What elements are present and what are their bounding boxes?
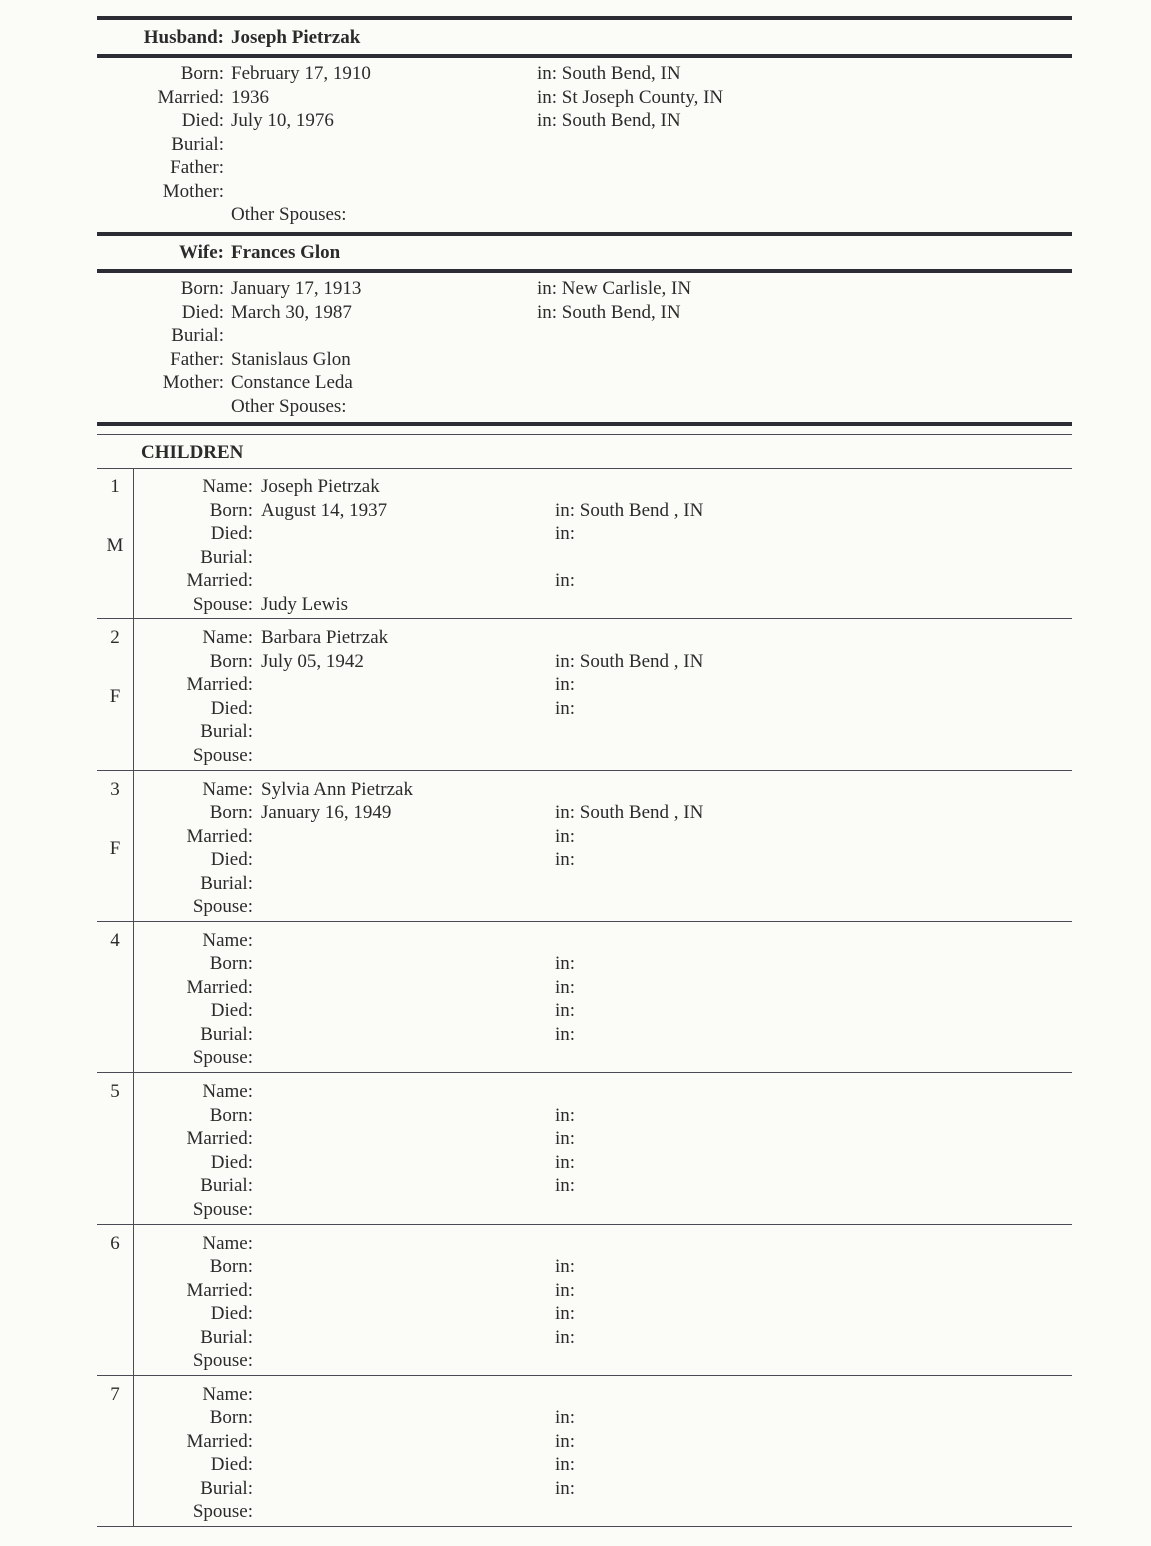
field-label: Name: xyxy=(202,778,253,800)
field-label: Burial: xyxy=(200,1023,253,1045)
field-value: Constance Leda xyxy=(231,372,353,393)
field-label: Spouse: xyxy=(192,1350,253,1371)
field-place: in: xyxy=(555,976,576,998)
child-sex: M xyxy=(106,535,124,556)
field-place: in: South Bend , IN xyxy=(555,802,704,824)
field-place: in: xyxy=(555,674,576,696)
field-label: Burial: xyxy=(200,721,253,743)
field-value: Stanislaus Glon xyxy=(231,348,351,370)
field-place: in: South Bend , IN xyxy=(555,650,704,672)
field-label: Burial: xyxy=(171,325,224,346)
field-place: in: xyxy=(555,1000,576,1022)
field-label: Born: xyxy=(180,63,224,84)
field-label: Father: xyxy=(170,157,224,178)
field-place: in: xyxy=(555,953,576,975)
field-label: Spouse: xyxy=(192,896,253,918)
field-label: Burial: xyxy=(200,1175,253,1197)
field-label: Mother: xyxy=(162,180,224,202)
child-number: 4 xyxy=(110,929,120,951)
field-label: Married: xyxy=(186,1279,253,1301)
field-label: Married: xyxy=(186,674,253,696)
field-label: Name: xyxy=(202,1232,253,1254)
child-number: 6 xyxy=(110,1232,120,1254)
field-label: Died: xyxy=(210,697,253,719)
field-label: Burial: xyxy=(171,133,224,155)
field-place: in: South Bend , IN xyxy=(555,499,704,521)
field-label: Burial: xyxy=(200,546,253,568)
field-place: in: xyxy=(555,570,576,591)
field-value: March 30, 1987 xyxy=(231,301,352,323)
field-label: Died: xyxy=(181,301,224,323)
field-label: Burial: xyxy=(200,1326,253,1348)
field-label: Name: xyxy=(202,1081,253,1103)
field-label: Married: xyxy=(186,570,253,591)
field-place: in: South Bend, IN xyxy=(537,110,681,131)
field-place: in: xyxy=(555,1454,576,1476)
field-value: February 17, 1910 xyxy=(231,63,371,84)
field-place: in: xyxy=(555,849,576,871)
wife-heading-label: Wife: xyxy=(178,242,224,263)
field-value: July 10, 1976 xyxy=(231,110,334,131)
field-place: in: xyxy=(555,1023,576,1045)
field-value: 1936 xyxy=(231,86,269,108)
field-place: in: xyxy=(555,1175,576,1197)
child-number: 5 xyxy=(110,1081,120,1103)
field-value: Sylvia Ann Pietrzak xyxy=(261,778,413,800)
field-label: Name: xyxy=(202,1383,253,1405)
field-label: Name: xyxy=(202,929,253,951)
child-divider xyxy=(97,770,1072,771)
section-rule xyxy=(97,232,1072,236)
field-value: Judy Lewis xyxy=(261,593,349,615)
child-number: 2 xyxy=(110,627,120,649)
field-place: in: xyxy=(555,1303,576,1324)
child-number: 1 xyxy=(110,476,120,497)
field-place: in: xyxy=(555,523,576,544)
field-label: Burial: xyxy=(200,872,253,894)
field-label: Died: xyxy=(210,1303,253,1324)
field-place: in: xyxy=(555,1407,576,1429)
field-place: in: South Bend, IN xyxy=(537,301,681,323)
field-place: in: St Joseph County, IN xyxy=(537,86,724,108)
field-label: Spouse: xyxy=(192,1501,253,1523)
field-value: August 14, 1937 xyxy=(261,499,388,521)
field-place: in: xyxy=(555,825,576,847)
field-label: Died: xyxy=(210,523,253,544)
field-label: Born: xyxy=(209,650,253,672)
field-label: Born: xyxy=(209,499,253,521)
field-label: Spouse: xyxy=(192,1047,253,1069)
field-label: Married: xyxy=(186,976,253,998)
field-place: in: xyxy=(555,1279,576,1301)
child-divider xyxy=(97,1375,1072,1376)
field-label: Mother: xyxy=(162,372,224,393)
field-place: in: xyxy=(555,1128,576,1150)
child-divider xyxy=(97,921,1072,922)
field-label: Died: xyxy=(210,1000,253,1022)
section-rule xyxy=(97,16,1072,20)
field-place: in: New Carlisle, IN xyxy=(537,278,692,299)
child-number: 3 xyxy=(110,778,120,800)
field-label: Born: xyxy=(209,802,253,824)
field-label: Died: xyxy=(210,849,253,871)
field-label: Spouse: xyxy=(192,1198,253,1220)
field-place: in: xyxy=(555,1151,576,1173)
field-place: in: xyxy=(555,1104,576,1126)
husband-name: Joseph Pietrzak xyxy=(231,27,361,48)
field-place: in: South Bend, IN xyxy=(537,63,681,84)
child-divider xyxy=(97,1224,1072,1225)
field-value: January 16, 1949 xyxy=(261,802,392,824)
field-label: Died: xyxy=(210,1454,253,1476)
field-label: Born: xyxy=(180,278,224,299)
field-label: Name: xyxy=(202,627,253,649)
field-label: Married: xyxy=(157,86,224,108)
field-label: Born: xyxy=(209,1104,253,1126)
child-divider xyxy=(97,618,1072,619)
field-label: Burial: xyxy=(200,1477,253,1499)
field-place: in: xyxy=(555,1326,576,1348)
wife-name: Frances Glon xyxy=(231,242,341,263)
field-label: Father: xyxy=(170,348,224,370)
husband-heading-label: Husband: xyxy=(143,27,224,48)
field-label: Born: xyxy=(209,953,253,975)
section-rule xyxy=(97,54,1072,58)
field-label: Married: xyxy=(186,1430,253,1452)
field-label: Married: xyxy=(186,825,253,847)
section-rule xyxy=(97,422,1072,426)
field-label: Died: xyxy=(181,110,224,131)
field-label: Spouse: xyxy=(192,593,253,615)
field-place: in: xyxy=(555,1477,576,1499)
other-spouses-label: Other Spouses: xyxy=(231,204,347,225)
child-divider xyxy=(97,1072,1072,1073)
section-rule xyxy=(97,434,1072,435)
other-spouses-label: Other Spouses: xyxy=(231,395,347,417)
children-heading: CHILDREN xyxy=(141,442,244,463)
field-value: January 17, 1913 xyxy=(231,278,362,299)
field-label: Born: xyxy=(209,1256,253,1277)
section-rule xyxy=(97,269,1072,273)
field-value: July 05, 1942 xyxy=(261,650,364,672)
field-value: Barbara Pietrzak xyxy=(261,627,389,649)
field-label: Name: xyxy=(202,476,253,497)
child-divider xyxy=(97,1526,1072,1527)
field-place: in: xyxy=(555,1256,576,1277)
field-place: in: xyxy=(555,697,576,719)
field-label: Died: xyxy=(210,1151,253,1173)
child-sex: F xyxy=(109,686,121,708)
field-value: Joseph Pietrzak xyxy=(261,476,380,497)
field-label: Born: xyxy=(209,1407,253,1429)
field-label: Spouse: xyxy=(192,744,253,766)
child-sex: F xyxy=(109,837,121,859)
field-label: Married: xyxy=(186,1128,253,1150)
child-number: 7 xyxy=(110,1383,120,1405)
section-rule xyxy=(97,468,1072,469)
field-place: in: xyxy=(555,1430,576,1452)
